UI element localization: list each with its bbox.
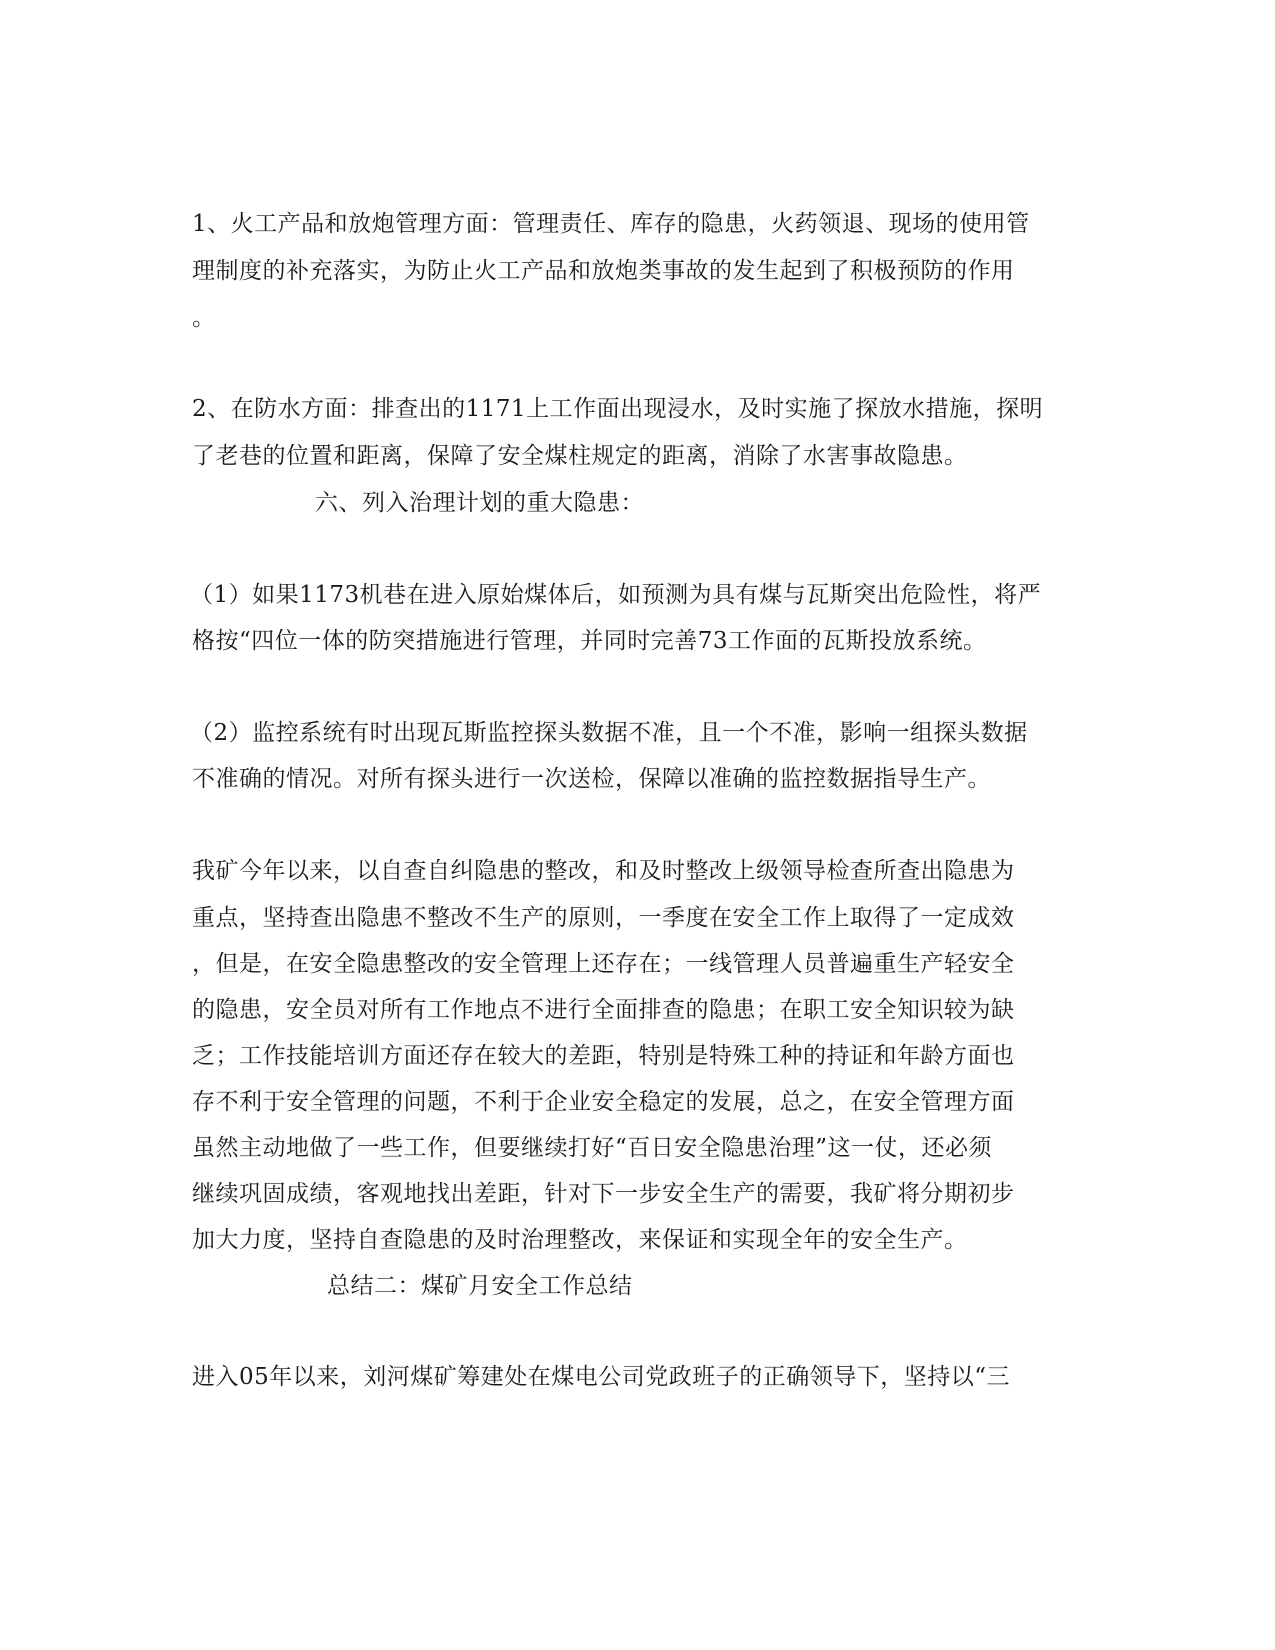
paragraph-1-line-1: 1、火工产品和放炮管理方面：管理责任、库存的隐患，火药领退、现场的使用管 xyxy=(192,211,1030,237)
paragraph-2-line-1: 2、在防水方面：排查出的1171上工作面出现浸水，及时实施了探放水措施，探明 xyxy=(192,396,1044,422)
summary-line-8: 继续巩固成绩，客观地找出差距，针对下一步安全生产的需要，我矿将分期初步 xyxy=(192,1181,1015,1207)
summary-line-6: 存不利于安全管理的问题，不利于企业安全稳定的发展，总之，在安全管理方面 xyxy=(192,1089,1015,1115)
section-heading-summary-2: 总结二：煤矿月安全工作总结 xyxy=(327,1273,633,1299)
summary-line-2: 重点，坚持查出隐患不整改不生产的原则，一季度在安全工作上取得了一定成效 xyxy=(192,905,1015,931)
summary-line-1: 我矿今年以来，以自查自纠隐患的整改，和及时整改上级领导检查所查出隐患为 xyxy=(192,858,1015,884)
summary-line-4: 的隐患，安全员对所有工作地点不进行全面排查的隐患；在职工安全知识较为缺 xyxy=(192,997,1015,1023)
paragraph-2-line-2: 了老巷的位置和距离，保障了安全煤柱规定的距离，消除了水害事故隐患。 xyxy=(192,443,968,469)
item-1-line-2: 格按“四位一体的防突措施进行管理，并同时完善73工作面的瓦斯投放系统。 xyxy=(192,628,987,654)
summary-line-3: ，但是，在安全隐患整改的安全管理上还存在；一线管理人员普遍重生产轻安全 xyxy=(192,951,1015,977)
paragraph-1-line-2: 理制度的补充落实，为防止火工产品和放炮类事故的发生起到了积极预防的作用 xyxy=(192,258,1015,284)
paragraph-last-line-1: 进入05年以来，刘河煤矿筹建处在煤电公司党政班子的正确领导下，坚持以“三 xyxy=(192,1364,1011,1390)
item-2-line-2: 不准确的情况。对所有探头进行一次送检，保障以准确的监控数据指导生产。 xyxy=(192,766,991,792)
item-2-line-1: （2）监控系统有时出现瓦斯监控探头数据不准，且一个不准，影响一组探头数据 xyxy=(190,720,1028,746)
item-1-line-1: （1）如果1173机巷在进入原始煤体后，如预测为具有煤与瓦斯突出危险性，将严 xyxy=(190,582,1042,608)
summary-line-9: 加大力度，坚持自查隐患的及时治理整改，来保证和实现全年的安全生产。 xyxy=(192,1227,968,1253)
summary-line-7: 虽然主动地做了一些工作，但要继续打好“百日安全隐患治理”这一仗，还必须 xyxy=(192,1135,993,1161)
section-heading-6: 六、列入治理计划的重大隐患： xyxy=(315,490,644,516)
paragraph-1-line-3: 。 xyxy=(192,305,216,331)
summary-line-5: 乏；工作技能培训方面还存在较大的差距，特别是特殊工种的持证和年龄方面也 xyxy=(192,1043,1015,1069)
